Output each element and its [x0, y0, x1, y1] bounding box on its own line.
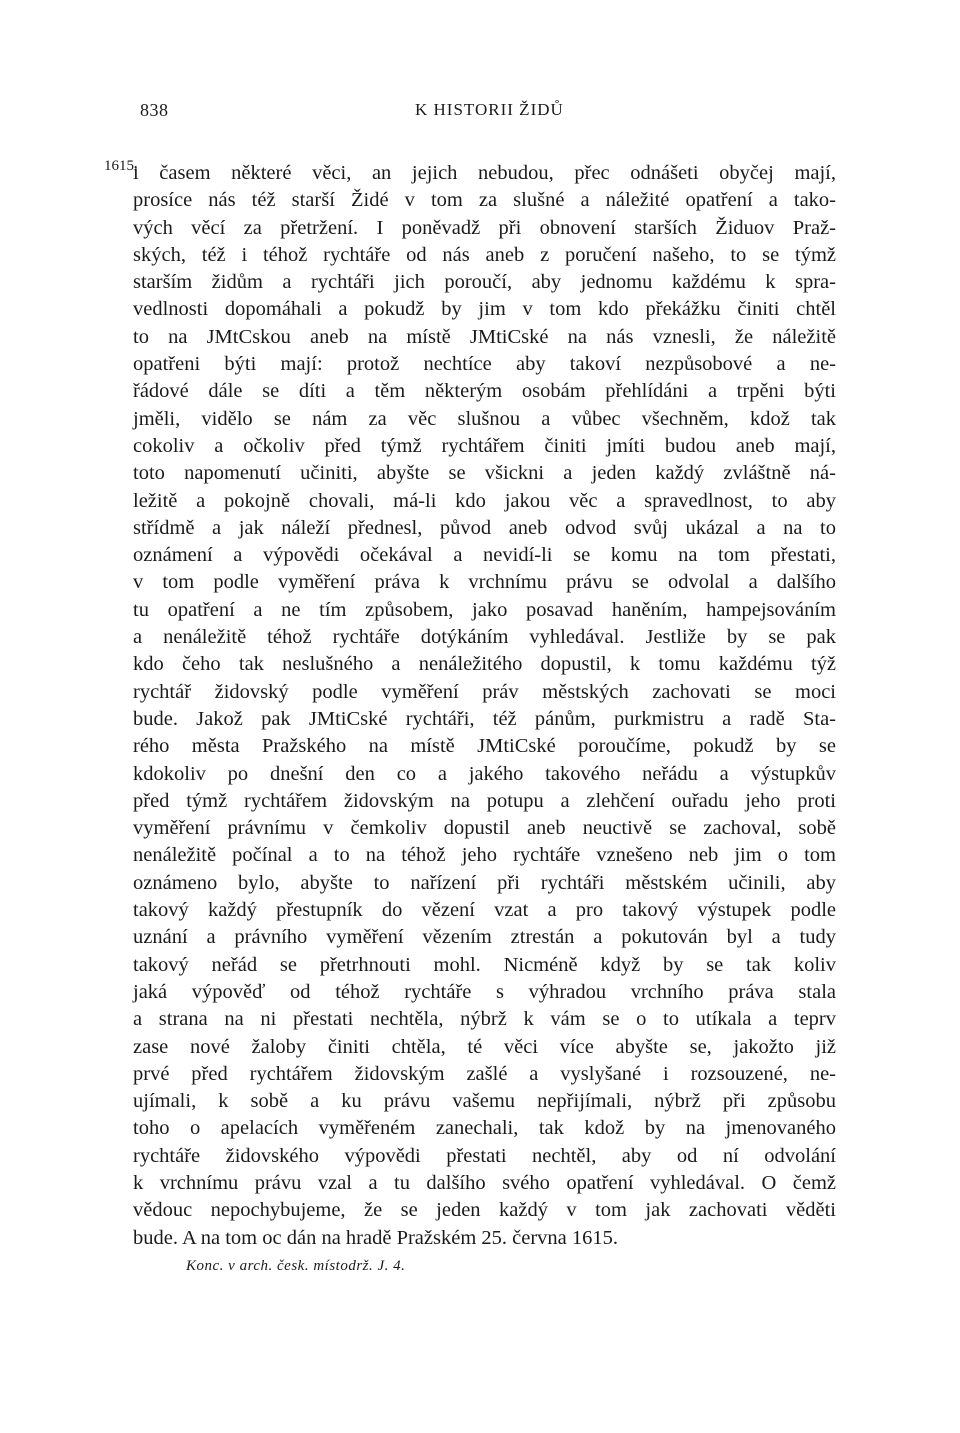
- text-line: tu opatření a ne tím způsobem, jako posavad haněním, hampejsováním: [133, 598, 836, 621]
- text-line: kdo čeho tak neslušného a nenáležitého dopustil, k tomu každému týž: [133, 653, 836, 676]
- page-number: 838: [140, 100, 169, 120]
- text-line: před týmž rychtářem židovským na potupu a zlehčení ouřadu jeho proti: [133, 789, 836, 812]
- text-line: takový každý přestupník do vězení vzat a pro takový výstupek podle: [133, 899, 836, 922]
- text-line: vědouc nepochybujeme, že se jeden každý v tom jak zachovati věděti: [133, 1199, 836, 1222]
- text-line: rychtáře židovského výpovědi přestati nechtěl, aby od ní odvolání: [133, 1144, 836, 1167]
- text-line: bude. Jakož pak JMtiCské rychtáři, též pánům, purkmistru a radě Sta-: [133, 707, 836, 730]
- text-line: vých věcí za přetržení. I poněvadž při obnovení starších Židuov Praž-: [133, 216, 836, 239]
- text-line: prosíce nás též starší Židé v tom za slušné a náležité opatření a tako-: [133, 189, 836, 212]
- text-line: rychtář židovský podle vyměření práv městských zachovati se moci: [133, 680, 836, 703]
- text-line: rého města Pražského na místě JMtiCské poroučíme, pokudž by se: [133, 735, 836, 758]
- text-line: zase nové žaloby činiti chtěla, té věci více abyšte se, jakožto již: [133, 1035, 836, 1058]
- running-title: K HISTORII ŽIDŮ: [415, 100, 564, 119]
- text-line: prvé před rychtářem židovským zašlé a vyslyšané i rozsouzené, ne-: [133, 1062, 836, 1085]
- text-line: starším židům a rychtáři jich poroučí, aby jednomu každému k spra-: [133, 271, 836, 294]
- text-line: řádové dále se díti a těm některým osobám přehlídáni a trpěni býti: [133, 380, 836, 403]
- text-line: toho o apelacích vyměřeném zanechali, tak kdož by na jmenovaného: [133, 1117, 836, 1140]
- text-line: cokoliv a očkoliv před týmž rychtářem činiti jmíti budou aneb mají,: [133, 434, 836, 457]
- text-line: kdokoliv po dnešní den co a jakého takového neřádu a výstupkův: [133, 762, 836, 785]
- text-line: opatřeni býti mají: protož nechtíce aby takoví nezpůsobové a ne-: [133, 353, 836, 376]
- text-line: jaká výpověď od téhož rychtáře s výhradou vrchního práva stala: [133, 980, 836, 1003]
- text-line: ležitě a pokojně chovali, má-li kdo jakou věc a spravedlnost, to aby: [133, 489, 836, 512]
- text-line: bude. A na tom oc dán na hradě Pražském 25. června 1615.: [133, 1226, 619, 1249]
- text-line: střídmě a jak náleží přednesl, původ aneb odvod svůj ukázal a na to: [133, 516, 836, 539]
- text-line: a nenáležitě téhož rychtáře dotýkáním vyhledával. Jestliže by se pak: [133, 626, 836, 649]
- text-line: toto napomenutí učiniti, abyšte se všickni a jeden každý zvláštně ná-: [133, 462, 836, 485]
- body-text: [133, 160, 836, 1252]
- text-line: takový neřád se přetrhnouti mohl. Nicméně když by se tak koliv: [133, 953, 836, 976]
- text-line: k vrchnímu právu vzal a tu dalšího svého opatření vyhledával. O čemž: [133, 1171, 836, 1194]
- text-line: i časem některé věci, an jejich nebudou, přec odnášeti obyčej mají,: [133, 162, 836, 184]
- text-line: a strana na ni přestati nechtěla, nýbrž k vám se o to utíkala a teprv: [133, 1008, 836, 1031]
- text-line: to na JMtCskou aneb na místě JMtiCské na nás vznesli, že náležitě: [133, 325, 836, 348]
- margin-year: 1615.: [104, 158, 138, 174]
- text-line: oznámeno bylo, abyšte to nařízení při rychtáři městském učinili, aby: [133, 871, 836, 894]
- text-line: vyměření právnímu v čemkoliv dopustil aneb neuctivě se zachoval, sobě: [133, 817, 836, 840]
- text-line: v tom podle vyměření práva k vrchnímu právu se odvolal a dalšího: [133, 571, 836, 594]
- text-line: ských, též i téhož rychtáře od nás aneb z poručení našeho, to se týmž: [133, 243, 836, 266]
- text-line: uznání a právního vyměření vězením ztrestán a pokutován byl a tudy: [133, 926, 836, 949]
- text-line: nenáležitě počínal a to na téhož jeho rychtáře vznešeno neb jim o tom: [133, 844, 836, 867]
- text-line: oznámení a výpovědi očekával a nevidí-li se komu na tom přestati,: [133, 544, 836, 567]
- text-line: jměli, vidělo se nám za věc slušnou a vůbec všechněm, kdož tak: [133, 407, 836, 430]
- text-line: vedlnosti dopomáhali a pokudž by jim v tom kdo překážku činiti chtěl: [133, 298, 836, 321]
- text-line: ujímali, k sobě a ku právu vašemu nepřijímali, nýbrž při způsobu: [133, 1090, 836, 1113]
- source-note: Konc. v arch. česk. místodrž. J. 4.: [186, 1258, 406, 1274]
